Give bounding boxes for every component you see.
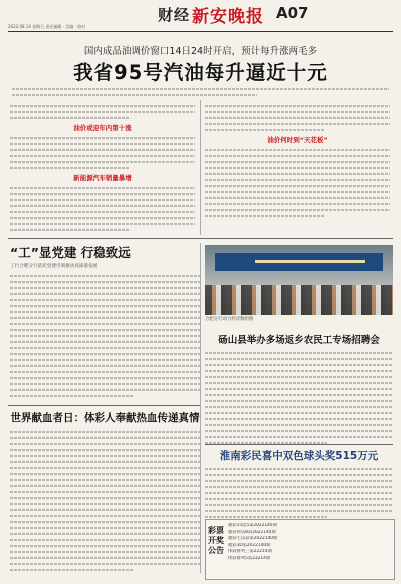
lead-right-column [205,103,390,219]
lead-kicker: 国内成品油调价窗口14日24时开启，预计每升涨两毛多 [83,46,318,57]
story-blood-donation [10,410,200,573]
lottery-row: 体彩排列三第22214期 [228,549,272,555]
band-divider-2 [8,405,200,406]
lottery-row: 福彩15选5第2022140期 [228,523,277,528]
lottery-row: 福彩七乐彩第2022140期 [228,536,278,542]
page-number: A07 [276,4,309,22]
photo-banner [215,253,383,271]
story5-headline: 淮南彩民喜中双色球头奖515万元 [219,450,379,462]
story4-headline: 世界献血者日：体彩人奉献热血传递真情 [10,412,200,424]
story-lottery-winner [205,448,393,520]
story2-subheadline: 工行合肥分行依托党建引领推动高质量发展 [10,264,98,269]
masthead-rule [8,31,393,32]
meta-line: 2022.08.14 星期日 责任编辑 · 美编 · 校对 [8,24,86,29]
column-divider-2 [200,243,201,573]
band-divider-3 [205,444,393,445]
news-photo [205,245,393,315]
column-divider [200,100,201,235]
lead-headline: 我省95号汽油每升逼近十元 [73,61,328,84]
lottery-announcement [205,519,395,580]
story-icbc [10,243,200,399]
subhead-2: 新能源汽车销量暴增 [73,174,132,182]
section-name: 财经 [158,6,191,24]
photo-people [205,285,393,315]
lead-left-column [10,103,195,233]
subhead-3: 油价何时到“天花板” [267,136,328,144]
paper-logo: 新安晚报 [192,7,264,27]
lottery-label: 彩票开奖公告 [208,526,224,555]
story2-headline: “工”显党建 行稳致远 [10,245,131,260]
lottery-row: 福彩3D第2022140期 [228,542,271,548]
subhead-1: 油价或迎年内第十涨 [73,124,132,132]
photo-caption: 合肥分行动力经济数组图 [205,317,254,322]
lottery-row: 福彩快乐8第2022140期 [228,529,276,535]
lead-intro-text [12,86,389,98]
lottery-row: 体彩排列5第22214期 [228,555,271,561]
story-dangshan [205,330,393,446]
lottery-list [228,523,391,563]
story3-headline: 砀山县举办多场返乡农民工专场招聘会 [218,335,380,346]
band-divider-1 [8,238,393,239]
